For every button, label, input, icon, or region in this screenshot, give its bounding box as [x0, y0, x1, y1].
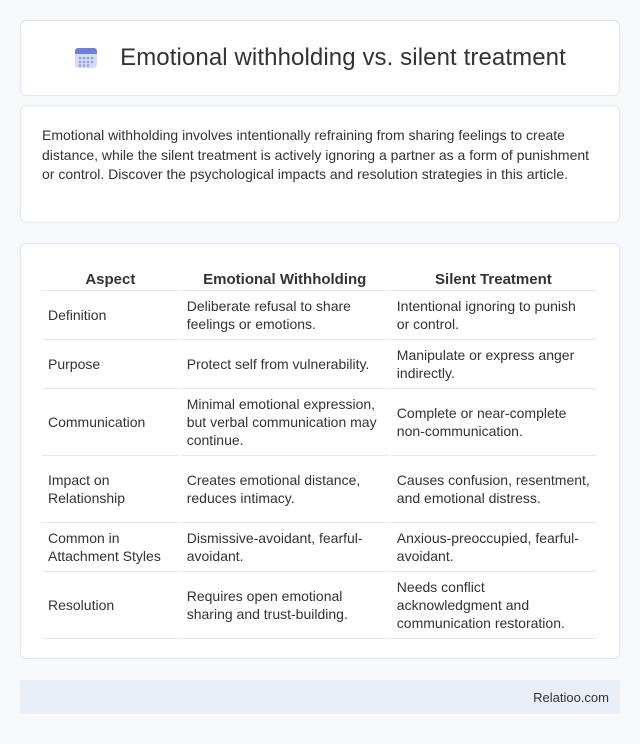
column-header-emotional-withholding: Emotional Withholding — [181, 265, 389, 291]
footer-bar — [20, 680, 620, 714]
intro-paragraph: Emotional withholding involves intentionally refraining from sharing feelings to create distance, while the silent treatment is actively ignoring a partner as a form of punishment or control. Discover the psychological impacts and resolution strategies in this article. — [42, 127, 590, 182]
comparison-table — [40, 265, 598, 639]
table-row — [42, 389, 596, 456]
row-withholding-cell: Requires open emotional sharing and trust-building. — [181, 572, 389, 639]
row-aspect-cell: Definition — [42, 291, 179, 340]
row-withholding-cell: Protect self from vulnerability. — [181, 340, 389, 389]
table-header-row — [42, 265, 596, 291]
calendar-icon — [74, 46, 98, 70]
intro-card — [20, 105, 620, 223]
row-withholding-cell: Creates emotional distance, reduces intimacy. — [181, 456, 389, 523]
column-header-silent-treatment: Silent Treatment — [391, 265, 596, 291]
row-silent-cell: Anxious-preoccupied, fearful-avoidant. — [391, 523, 596, 572]
row-aspect-cell: Purpose — [42, 340, 179, 389]
table-row — [42, 523, 596, 572]
page-title: Emotional withholding vs. silent treatment — [120, 44, 566, 71]
footer-site-name: Relatioo.com — [533, 689, 609, 705]
row-aspect-cell: Resolution — [42, 572, 179, 639]
row-withholding-cell: Deliberate refusal to share feelings or emotions. — [181, 291, 389, 340]
row-aspect-cell: Communication — [42, 389, 179, 456]
row-withholding-cell: Minimal emotional expression, but verbal communication may continue. — [181, 389, 389, 456]
row-silent-cell: Intentional ignoring to punish or control. — [391, 291, 596, 340]
row-silent-cell: Causes confusion, resentment, and emotional distress. — [391, 456, 596, 523]
table-row — [42, 340, 596, 389]
table-row — [42, 291, 596, 340]
row-withholding-cell: Dismissive-avoidant, fearful-avoidant. — [181, 523, 389, 572]
row-aspect-cell: Impact on Relationship — [42, 456, 179, 523]
comparison-card — [20, 243, 620, 659]
table-row — [42, 456, 596, 523]
title-row — [74, 44, 566, 72]
column-header-aspect: Aspect — [42, 265, 179, 291]
title-card — [20, 20, 620, 96]
row-aspect-cell: Common in Attachment Styles — [42, 523, 179, 572]
row-silent-cell: Needs conflict acknowledgment and communication restoration. — [391, 572, 596, 639]
table-row — [42, 572, 596, 639]
row-silent-cell: Complete or near-complete non-communication. — [391, 389, 596, 456]
row-silent-cell: Manipulate or express anger indirectly. — [391, 340, 596, 389]
